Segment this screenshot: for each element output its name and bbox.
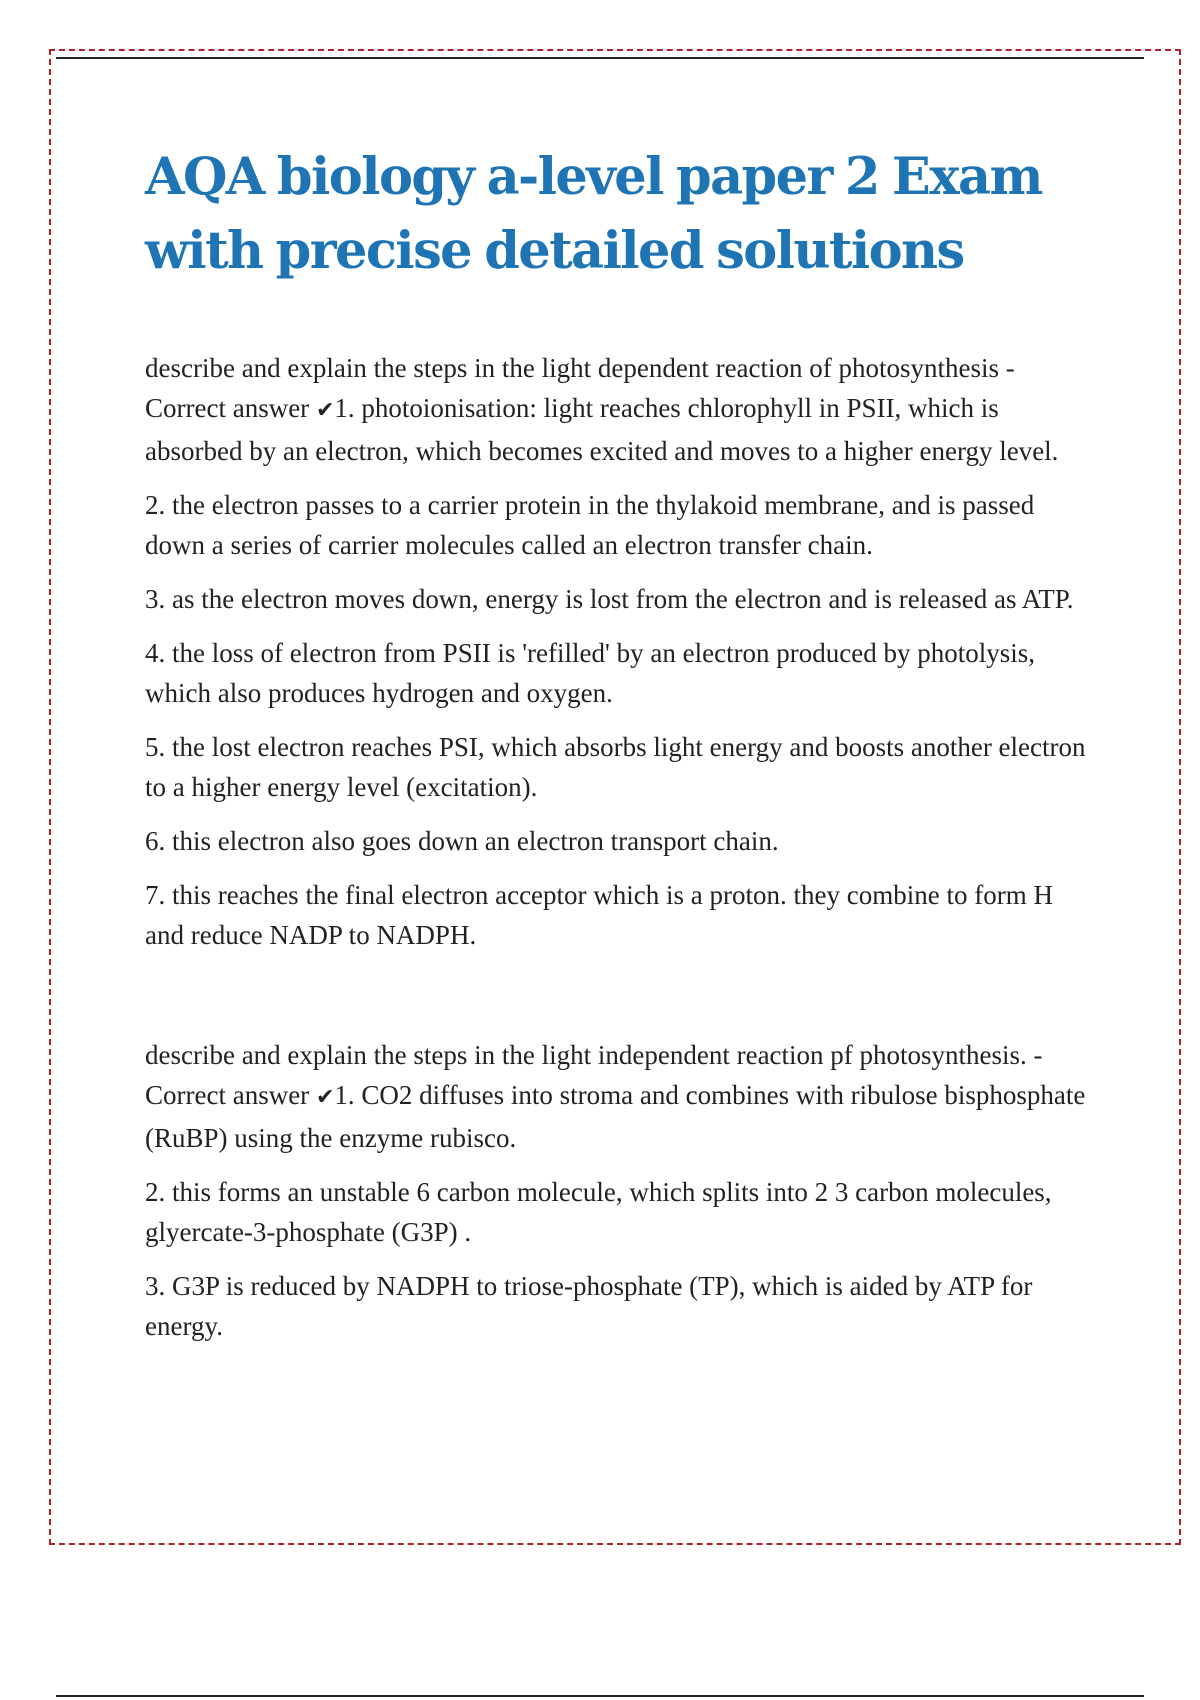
question-answer-paragraph xyxy=(145,348,1095,471)
question-light-dependent xyxy=(145,348,1095,955)
document-title: AQA biology a-level paper 2 Exam with precise detailed solutions xyxy=(145,147,1042,281)
question-light-independent xyxy=(145,1035,1095,1346)
answer-step: 3. G3P is reduced by NADPH to triose-phosphate (TP), which is aided by ATP for energy. xyxy=(145,1271,1033,1341)
answer-step: 2. this forms an unstable 6 carbon molecule, which splits into 2 3 carbon molecules, glyercate-3-phosphate (G3P) . xyxy=(145,1177,1052,1247)
checkmark-icon: ✔ xyxy=(315,1085,335,1110)
answer-step: 5. the lost electron reaches PSI, which absorbs light energy and boosts another electron to a higher energy level (excitation). xyxy=(145,732,1086,802)
answer-step: 3. as the electron moves down, energy is lost from the electron and is released as ATP. xyxy=(145,584,1074,614)
document-body xyxy=(145,140,1095,1360)
question-text: describe and explain the steps in the light independent reaction pf photosynthesis. xyxy=(145,1040,1027,1070)
question-text: describe and explain the steps in the light dependent reaction of photosynthesis xyxy=(145,353,1000,383)
answer-label: - Correct answer xyxy=(145,353,1015,423)
answer-step: 7. this reaches the final electron acceptor which is a proton. they combine to form H and reduce NADP to NADPH. xyxy=(145,880,1053,950)
top-rule xyxy=(56,57,1144,59)
answer-step: 4. the loss of electron from PSII is 'refilled' by an electron produced by photolysis, which also produces hydrogen and oxygen. xyxy=(145,638,1036,708)
answer-step: 1. CO2 diffuses into stroma and combines with ribulose bisphosphate (RuBP) using the enzyme rubisco. xyxy=(145,1080,1086,1153)
checkmark-icon: ✔ xyxy=(315,398,335,423)
bottom-rule xyxy=(56,1695,1144,1697)
answer-step: 6. this electron also goes down an electron transport chain. xyxy=(145,826,779,856)
answer-label: - Correct answer xyxy=(145,1040,1043,1110)
answer-step: 2. the electron passes to a carrier protein in the thylakoid membrane, and is passed down a series of carrier molecules called an electron transfer chain. xyxy=(145,490,1035,560)
question-answer-paragraph xyxy=(145,1035,1095,1158)
answer-step: 1. photoionisation: light reaches chlorophyll in PSII, which is absorbed by an electron, which becomes excited and moves to a higher energy level. xyxy=(145,393,1059,466)
